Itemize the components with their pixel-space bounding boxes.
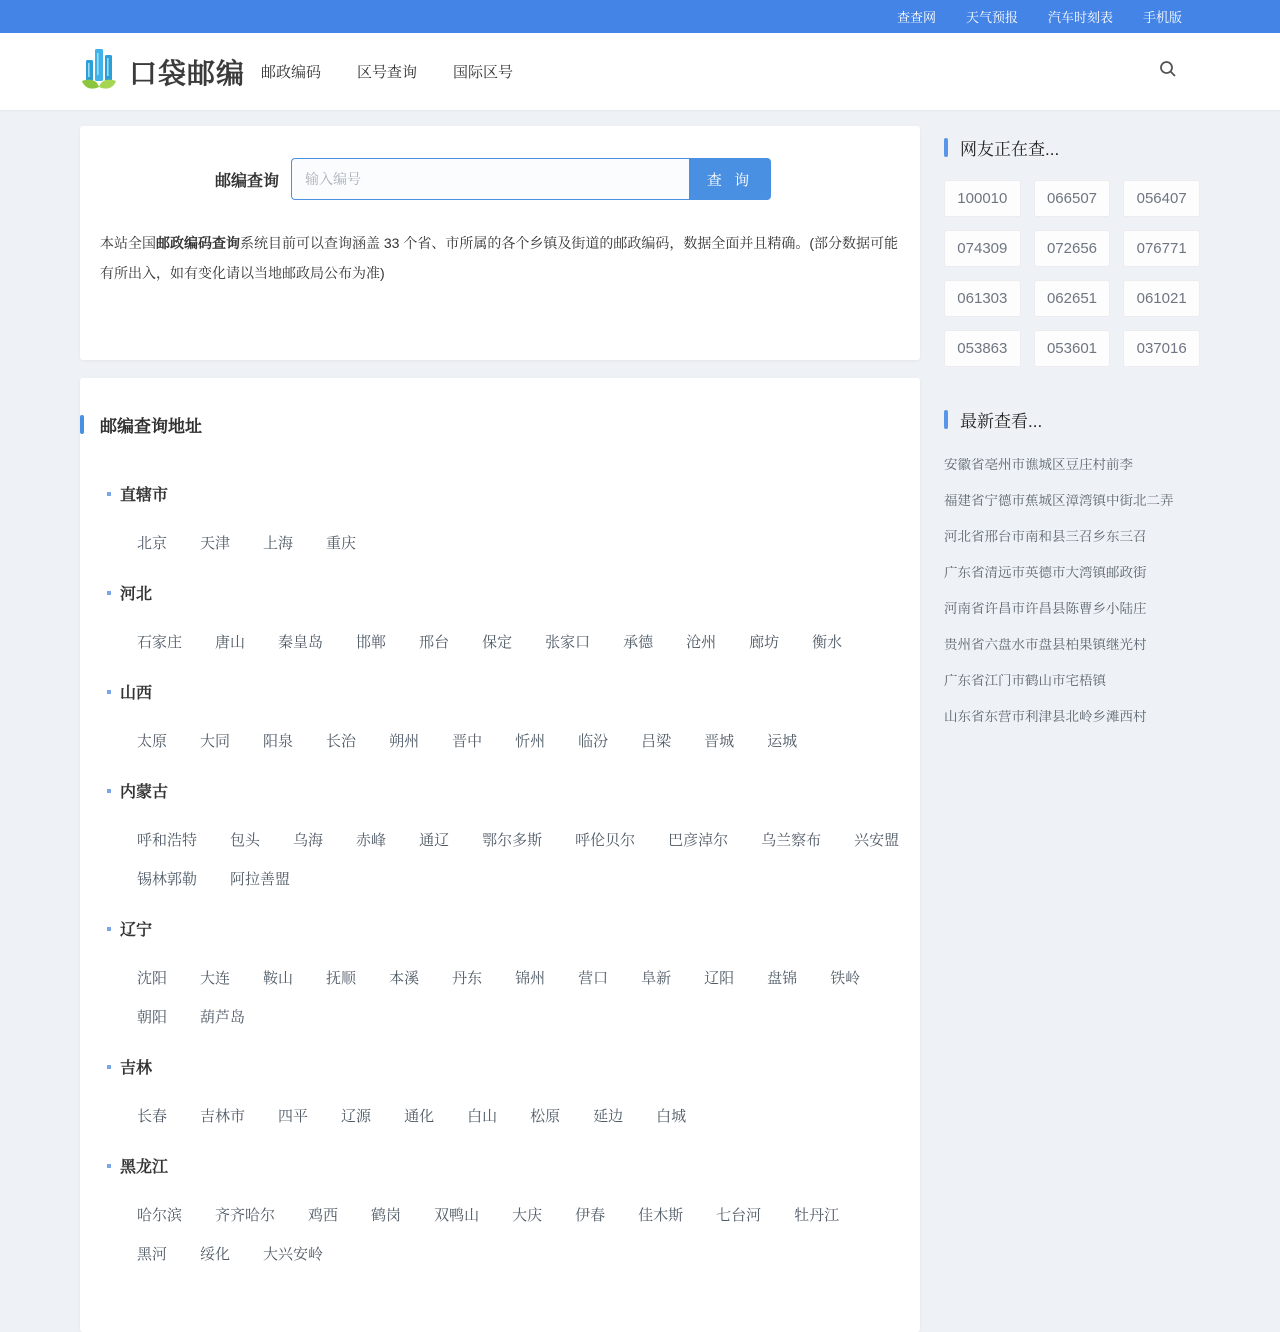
city-link[interactable]: 绥化 (200, 1246, 231, 1263)
main-nav (261, 61, 513, 82)
hot-code-link[interactable]: 053601 (1034, 330, 1111, 367)
city-link[interactable]: 呼伦贝尔 (575, 832, 636, 849)
city-link-list (137, 631, 900, 652)
directory-title: 邮编查询地址 (100, 417, 202, 436)
city-link[interactable]: 乌海 (293, 832, 324, 849)
province-name: 河北 (120, 586, 153, 603)
bullet-icon (107, 927, 111, 931)
city-link[interactable]: 太原 (137, 733, 168, 750)
city-link[interactable]: 乌兰察布 (761, 832, 822, 849)
province-header (107, 917, 900, 940)
province-section (100, 581, 900, 652)
city-link[interactable]: 伊春 (575, 1207, 606, 1224)
city-link[interactable]: 长治 (326, 733, 357, 750)
city-link[interactable]: 鞍山 (263, 970, 294, 987)
title-accent-bar (80, 415, 84, 434)
province-name: 山西 (120, 685, 153, 702)
city-link[interactable]: 牡丹江 (794, 1207, 840, 1224)
city-link[interactable]: 佳木斯 (638, 1207, 684, 1224)
city-link[interactable]: 重庆 (326, 535, 357, 552)
city-link[interactable]: 白城 (656, 1108, 687, 1125)
city-link[interactable]: 赤峰 (356, 832, 387, 849)
city-link[interactable]: 白山 (467, 1108, 498, 1125)
city-link[interactable]: 辽源 (341, 1108, 372, 1125)
topbar (0, 0, 1280, 33)
bullet-icon (107, 690, 111, 694)
city-link[interactable]: 北京 (137, 535, 168, 552)
city-link[interactable]: 运城 (767, 733, 798, 750)
province-name: 吉林 (120, 1060, 153, 1077)
city-link[interactable]: 盘锦 (767, 970, 798, 987)
nav-link[interactable]: 邮政编码 (261, 64, 322, 81)
city-link[interactable]: 通辽 (419, 832, 450, 849)
city-link[interactable]: 阜新 (641, 970, 672, 987)
hot-code-link[interactable]: 062651 (1034, 280, 1111, 317)
city-link[interactable]: 黑河 (137, 1246, 168, 1263)
description-text: 系统目前可以查询涵盖 33 个省、市所属的各个乡镇及街道的邮政编码，数据全面并且精确。(部分数据可能有所出入，如有变化请以当地邮政局公布为准) (100, 235, 899, 281)
city-link[interactable]: 吉林市 (200, 1108, 246, 1125)
city-link[interactable]: 延边 (593, 1108, 624, 1125)
logo-buildings-leaf-icon (80, 45, 120, 98)
city-link[interactable]: 双鸭山 (434, 1207, 480, 1224)
city-link[interactable]: 阳泉 (263, 733, 294, 750)
city-link[interactable]: 巴彦淖尔 (668, 832, 729, 849)
topbar-link[interactable]: 天气预报 (965, 10, 1018, 25)
bullet-icon (107, 789, 111, 793)
recent-address-link[interactable]: 河南省许昌市许昌县陈曹乡小陆庄 (944, 602, 1147, 616)
bullet-icon (107, 492, 111, 496)
province-header (107, 1055, 900, 1078)
recent-address-link[interactable]: 河北省邢台市南和县三召乡东三召 (944, 530, 1147, 544)
province-section (100, 1055, 900, 1126)
sidebar (944, 126, 1200, 746)
city-link[interactable]: 锡林郭勒 (137, 871, 198, 888)
city-link[interactable]: 包头 (230, 832, 261, 849)
city-link[interactable]: 天津 (200, 535, 231, 552)
description-bold-text: 邮政编码查询 (156, 235, 240, 251)
hot-code-link[interactable]: 076771 (1123, 230, 1200, 267)
recent-list (944, 458, 1200, 724)
city-link[interactable]: 通化 (404, 1108, 435, 1125)
city-link[interactable]: 兴安盟 (854, 832, 900, 849)
city-link[interactable]: 齐齐哈尔 (215, 1207, 276, 1224)
city-link[interactable]: 承德 (623, 634, 654, 651)
province-name: 内蒙古 (120, 784, 169, 801)
heading-accent-bar (944, 410, 948, 429)
address-directory-card (80, 378, 920, 1332)
topbar-link[interactable]: 手机版 (1142, 10, 1182, 25)
topbar-link[interactable]: 查查网 (896, 10, 936, 25)
city-link[interactable]: 鹤岗 (371, 1207, 402, 1224)
bullet-icon (107, 591, 111, 595)
recent-address-link[interactable]: 贵州省六盘水市盘县柏果镇继光村 (944, 638, 1147, 652)
city-link[interactable]: 张家口 (545, 634, 591, 651)
hot-codes-grid (944, 180, 1200, 367)
city-link-list (137, 730, 900, 751)
city-link[interactable]: 朔州 (389, 733, 420, 750)
city-link[interactable]: 沈阳 (137, 970, 168, 987)
city-link[interactable]: 衡水 (812, 634, 843, 651)
city-link[interactable]: 本溪 (389, 970, 420, 987)
search-label: 邮编查询 (215, 172, 280, 190)
search-icon (1158, 59, 1178, 84)
recent-title: 最新查看... (960, 412, 1043, 431)
city-link[interactable]: 邢台 (419, 634, 450, 651)
city-link[interactable]: 沧州 (686, 634, 717, 651)
postcode-input[interactable] (291, 158, 689, 200)
city-link-list (137, 967, 900, 1027)
city-link[interactable]: 辽阳 (704, 970, 735, 987)
search-input-group (291, 158, 771, 200)
province-section (100, 482, 900, 553)
hot-code-link[interactable]: 074309 (944, 230, 1021, 267)
recent-header (944, 407, 1200, 432)
hot-code-link[interactable]: 061303 (944, 280, 1021, 317)
topbar-link[interactable]: 汽车时刻表 (1047, 10, 1113, 25)
city-link[interactable]: 吕梁 (641, 733, 672, 750)
hot-codes-title: 网友正在查... (960, 140, 1060, 159)
city-link[interactable]: 营口 (578, 970, 609, 987)
city-link[interactable]: 朝阳 (137, 1009, 168, 1026)
city-link[interactable]: 石家庄 (137, 634, 183, 651)
city-link[interactable]: 秦皇岛 (278, 634, 324, 651)
hot-code-link[interactable]: 066507 (1034, 180, 1111, 217)
recent-address-link[interactable]: 福建省宁德市蕉城区漳湾镇中街北二弄 (944, 494, 1174, 508)
page-body (0, 110, 1280, 1332)
province-section (100, 680, 900, 751)
province-list (100, 482, 900, 1264)
city-link-list (137, 1105, 900, 1126)
city-link[interactable]: 大兴安岭 (263, 1246, 324, 1263)
city-link[interactable]: 上海 (263, 535, 294, 552)
city-link[interactable]: 晋城 (704, 733, 735, 750)
city-link[interactable]: 锦州 (515, 970, 546, 987)
city-link[interactable]: 邯郸 (356, 634, 387, 651)
province-header (107, 581, 900, 604)
city-link[interactable]: 哈尔滨 (137, 1207, 183, 1224)
logo-text: 口袋邮编 (129, 57, 246, 89)
city-link[interactable]: 廊坊 (749, 634, 780, 651)
city-link-list (137, 1204, 900, 1264)
province-section (100, 917, 900, 1027)
hot-code-link[interactable]: 061021 (1123, 280, 1200, 317)
city-link[interactable]: 铁岭 (830, 970, 861, 987)
city-link[interactable]: 大庆 (512, 1207, 543, 1224)
bullet-icon (107, 1065, 111, 1069)
province-section (100, 779, 900, 889)
city-link[interactable]: 临汾 (578, 733, 609, 750)
hot-code-link[interactable]: 056407 (1123, 180, 1200, 217)
city-link[interactable]: 葫芦岛 (200, 1009, 246, 1026)
recent-address-link[interactable]: 广东省清远市英德市大湾镇邮政街 (944, 566, 1147, 580)
city-link[interactable]: 丹东 (452, 970, 483, 987)
city-link[interactable]: 鄂尔多斯 (482, 832, 543, 849)
city-link[interactable]: 忻州 (515, 733, 546, 750)
city-link[interactable]: 长春 (137, 1108, 168, 1125)
recent-address-link[interactable]: 广东省江门市鹤山市宅梧镇 (944, 674, 1106, 688)
search-row (215, 158, 900, 200)
hot-code-link[interactable]: 053863 (944, 330, 1021, 367)
province-header (107, 779, 900, 802)
city-link[interactable]: 七台河 (716, 1207, 762, 1224)
city-link[interactable]: 抚顺 (326, 970, 357, 987)
heading-accent-bar (944, 138, 948, 157)
province-name: 黑龙江 (120, 1159, 169, 1176)
description-text: 本站全国 (100, 235, 156, 251)
logo[interactable] (80, 45, 245, 98)
city-link[interactable]: 保定 (482, 634, 513, 651)
city-link[interactable]: 鸡西 (308, 1207, 339, 1224)
city-link[interactable]: 呼和浩特 (137, 832, 198, 849)
province-header (107, 1154, 900, 1177)
province-header (107, 482, 900, 505)
province-header (107, 680, 900, 703)
city-link[interactable]: 阿拉善盟 (230, 871, 291, 888)
hot-code-link[interactable]: 037016 (1123, 330, 1200, 367)
header (0, 33, 1280, 110)
city-link[interactable]: 四平 (278, 1108, 309, 1125)
province-section (100, 1154, 900, 1264)
recent-address-link[interactable]: 山东省东营市利津县北岭乡滩西村 (944, 710, 1147, 724)
city-link[interactable]: 大同 (200, 733, 231, 750)
city-link-list (137, 829, 900, 889)
hot-code-link[interactable]: 072656 (1034, 230, 1111, 267)
province-name: 直辖市 (120, 487, 169, 504)
nav-link[interactable]: 区号查询 (357, 64, 418, 81)
hot-codes-header (944, 135, 1200, 160)
nav-link[interactable]: 国际区号 (453, 64, 514, 81)
city-link[interactable]: 大连 (200, 970, 231, 987)
directory-title-row (100, 412, 900, 437)
site-description (100, 228, 900, 288)
search-submit-button[interactable]: 查 询 (689, 158, 771, 200)
city-link[interactable]: 唐山 (215, 634, 246, 651)
main-column (80, 126, 920, 1332)
city-link[interactable]: 晋中 (452, 733, 483, 750)
city-link[interactable]: 松原 (530, 1108, 561, 1125)
hot-code-link[interactable]: 100010 (944, 180, 1021, 217)
postcode-search-card (80, 126, 920, 360)
header-search-button[interactable] (1158, 59, 1178, 84)
recent-address-link[interactable]: 安徽省亳州市谯城区豆庄村前李 (944, 458, 1133, 472)
province-name: 辽宁 (120, 922, 153, 939)
city-link-list (137, 532, 900, 553)
